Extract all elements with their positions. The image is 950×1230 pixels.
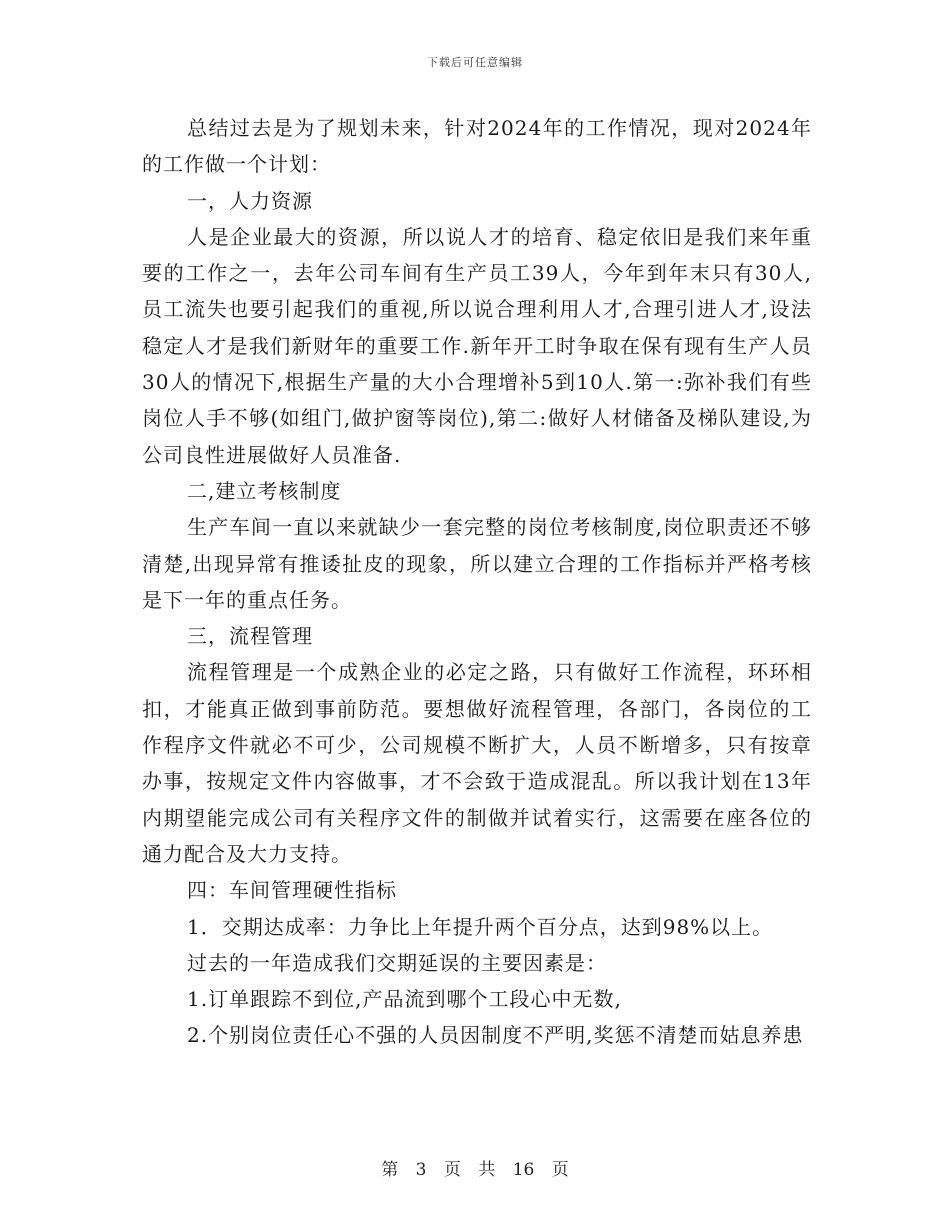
paragraph-process: 流程管理是一个成熟企业的必定之路，只有做好工作流程，环环相扣，才能真正做到事前防范。要想做好流程管理，各部门，各岗位的工作程序文件就必不可少，公司规模不断扩大，人员不断增多，只有按章办事，按规定文件内容做事，才不会致于造成混乱。所以我计划在13年内期望能完成公司有关程序文件的制做并试着实行，这需要在座各位的通力配合及大力支持。 (142, 660, 812, 866)
footer-mid1: 页 (443, 1160, 461, 1180)
footer-mid2: 共 (478, 1160, 496, 1180)
paragraph-delay-causes: 过去的一年造成我们交期延误的主要因素是： (187, 950, 607, 975)
page-header-note: 下载后可任意编辑 (427, 56, 523, 69)
footer-total-pages: 16 (512, 1160, 535, 1180)
list-item-cause-2: 2.个别岗位责任心不强的人员因制度不严明,奖惩不清楚而姑息养患 (187, 1023, 804, 1048)
page-number-footer (0, 1155, 950, 1180)
document-body (142, 110, 812, 1054)
section-heading-assessment: 二,建立考核制度 (187, 478, 342, 503)
footer-suffix: 页 (551, 1160, 569, 1180)
section-heading-process: 三，流程管理 (187, 624, 313, 649)
intro-paragraph: 总结过去是为了规划未来，针对2024年的工作情况，现对2024年的工作做一个计划： (142, 116, 812, 177)
section-heading-hr: 一，人力资源 (187, 188, 313, 213)
paragraph-delivery-rate: 1．交期达成率：力争比上年提升两个百分点，达到98%以上。 (187, 914, 774, 939)
list-item-cause-1: 1.订单跟踪不到位,产品流到哪个工段心中无数, (187, 987, 622, 1012)
paragraph-hr: 人是企业最大的资源，所以说人才的培育、稳定依旧是我们来年重要的工作之一，去年公司车间有生产员工39人，今年到年末只有30人,员工流失也要引起我们的重视,所以说合理利用人才,合理引进人才,设法稳定人才是我们新财年的重要工作.新年开工时争取在保有现有生产人员30人的情况下,根据生产量的大小合理增补5到10人.第一:弥补我们有些岗位人手不够(如组门,做护窗等岗位),第二:做好人材储备及梯队建设,为公司良性进展做好人员准备. (142, 224, 812, 467)
footer-current-page: 3 (415, 1160, 427, 1180)
paragraph-assessment: 生产车间一直以来就缺少一套完整的岗位考核制度,岗位职责还不够清楚,出现异常有推诿扯皮的现象，所以建立合理的工作指标并严格考核是下一年的重点任务。 (142, 515, 812, 612)
footer-prefix: 第 (381, 1160, 399, 1180)
section-heading-indicators: 四：车间管理硬性指标 (187, 878, 397, 903)
